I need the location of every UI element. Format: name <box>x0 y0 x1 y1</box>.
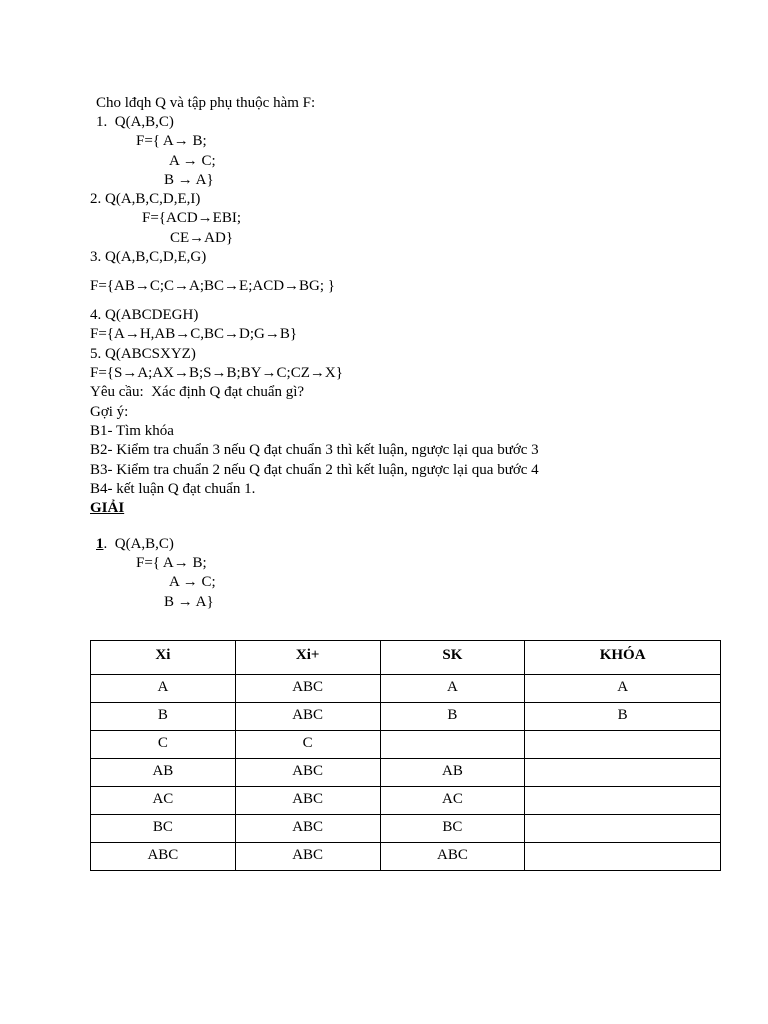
solution-fd: A → C; <box>169 574 216 590</box>
table-cell <box>525 815 721 843</box>
solution-problem-1-relation <box>96 535 174 554</box>
table-cell: C <box>91 731 236 759</box>
solution-number: 1 <box>96 536 104 552</box>
table-cell <box>525 759 721 787</box>
problem-2-fd: F={ACD→EBI; <box>142 210 242 226</box>
hint-step: B1- Tìm khóa <box>90 423 174 439</box>
table-row <box>91 703 721 731</box>
hint-step: B4- kết luận Q đạt chuẩn 1. <box>90 481 256 497</box>
table-cell: ABC <box>235 787 380 815</box>
table-cell: ABC <box>380 843 525 871</box>
hint-step: B3- Kiểm tra chuẩn 2 nếu Q đạt chuẩn 2 thì kết luận, ngược lại qua bước 4 <box>90 462 539 478</box>
solution-heading: GIẢI <box>90 500 125 516</box>
table-cell <box>525 843 721 871</box>
problem-5-fd: F={S→A;AX→B;S→B;BY→C;CZ→X} <box>90 365 343 381</box>
table-row <box>91 675 721 703</box>
table-cell: BC <box>91 815 236 843</box>
table-cell: B <box>91 703 236 731</box>
table-cell: A <box>91 675 236 703</box>
table-cell: AB <box>91 759 236 787</box>
column-header-closure: Xi+ <box>235 641 380 675</box>
problem-1-fd: B → A} <box>164 172 214 188</box>
table-header-row <box>91 641 721 675</box>
hint-label: Gợi ý: <box>90 404 129 420</box>
problem-4-fd: F={A→H,AB→C,BC→D;G→B} <box>90 326 298 342</box>
column-header-xi: Xi <box>91 641 236 675</box>
closure-table <box>90 640 721 871</box>
table-row <box>91 731 721 759</box>
hint-step: B2- Kiểm tra chuẩn 3 nếu Q đạt chuẩn 3 thì kết luận, ngược lại qua bước 3 <box>90 442 539 458</box>
problem-5-relation: 5. Q(ABCSXYZ) <box>90 346 196 362</box>
problem-1-fd: F={ A→ B; <box>136 133 207 149</box>
table-cell: BC <box>380 815 525 843</box>
table-cell: B <box>380 703 525 731</box>
table-cell <box>525 731 721 759</box>
table-cell <box>525 787 721 815</box>
table-cell <box>380 731 525 759</box>
column-header-key: KHÓA <box>525 641 721 675</box>
problem-2-relation: 2. Q(A,B,C,D,E,I) <box>90 191 201 207</box>
table-cell: A <box>380 675 525 703</box>
table-cell: B <box>525 703 721 731</box>
table-row <box>91 787 721 815</box>
problem-3-relation: 3. Q(A,B,C,D,E,G) <box>90 249 207 265</box>
table-row <box>91 759 721 787</box>
table-cell: ABC <box>235 843 380 871</box>
table-cell: ABC <box>235 675 380 703</box>
table-row <box>91 815 721 843</box>
table-cell: ABC <box>235 815 380 843</box>
problem-3-fd: F={AB→C;C→A;BC→E;ACD→BG; } <box>90 278 335 294</box>
table-cell: C <box>235 731 380 759</box>
table-cell: ABC <box>235 759 380 787</box>
table-cell: A <box>525 675 721 703</box>
solution-relation-text: . Q(A,B,C) <box>103 536 174 552</box>
table-cell: AC <box>91 787 236 815</box>
table-row <box>91 843 721 871</box>
table-cell: AC <box>380 787 525 815</box>
problem-4-relation: 4. Q(ABCDEGH) <box>90 307 199 323</box>
intro-line: Cho lđqh Q và tập phụ thuộc hàm F: <box>96 95 316 111</box>
table-cell: ABC <box>91 843 236 871</box>
requirement-line: Yêu cầu: Xác định Q đạt chuẩn gì? <box>90 384 305 400</box>
column-header-superkey: SK <box>380 641 525 675</box>
problem-2-fd: CE→AD} <box>170 230 234 246</box>
table-cell: ABC <box>235 703 380 731</box>
solution-fd: B → A} <box>164 594 214 610</box>
table-cell: AB <box>380 759 525 787</box>
problem-1-relation: 1. Q(A,B,C) <box>96 114 174 130</box>
solution-fd: F={ A→ B; <box>136 555 207 571</box>
problem-1-fd: A → C; <box>169 153 216 169</box>
